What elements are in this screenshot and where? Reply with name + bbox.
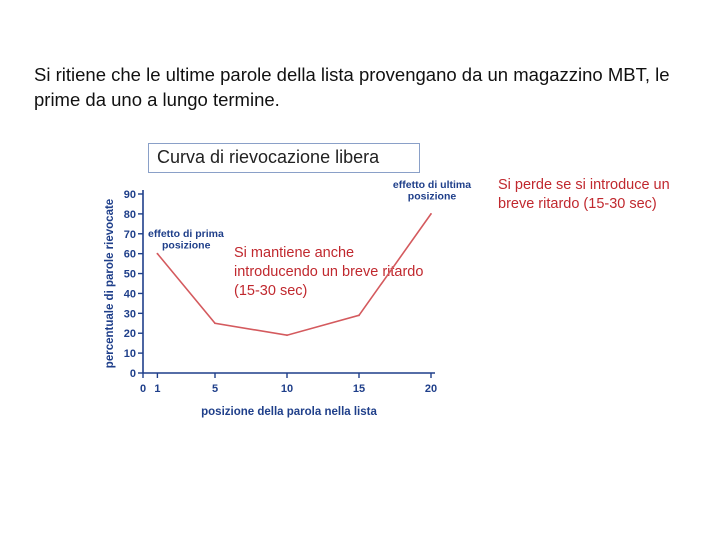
annotation-2-line-1: effetto di ultima — [392, 179, 472, 191]
x-tick-label-1: 1 — [154, 383, 161, 395]
y-tick-label-50: 50 — [123, 268, 136, 281]
y-tick-label-80: 80 — [123, 208, 136, 221]
data-point-5 — [214, 322, 216, 324]
annotation-1-line-2: posizione — [162, 239, 211, 252]
y-tick-label-40: 40 — [123, 288, 136, 301]
y-tick-label-30: 30 — [123, 308, 136, 321]
chart-title: Curva di rievocazione libera — [148, 143, 420, 173]
note-right: Si perde se si introduce un breve ritardo (15-30 sec) — [498, 177, 670, 212]
slide-text-line-2: prime da uno a lungo termine. — [34, 89, 280, 110]
y-tick-label-10: 10 — [123, 348, 136, 361]
x-tick-label-20: 20 — [424, 383, 438, 395]
y-tick-label-20: 20 — [123, 328, 136, 341]
data-point-20 — [430, 213, 432, 215]
y-tick-label-90: 90 — [123, 189, 136, 201]
annotation-2-line-2: posizione — [407, 190, 457, 203]
y-tick-label-60: 60 — [123, 248, 136, 261]
data-point-15 — [358, 314, 360, 316]
annotations — [148, 179, 471, 252]
x-tick-label-5: 5 — [211, 383, 219, 395]
x-tick-label-10: 10 — [280, 383, 294, 395]
y-ticks — [124, 189, 143, 380]
y-tick-label-70: 70 — [123, 228, 136, 241]
slide-text-line-1: Si ritiene che le ultime parole della lista provengano da un magazzino MBT, le — [34, 64, 670, 85]
data-point-1 — [157, 253, 159, 255]
data-point-10 — [286, 334, 288, 336]
x-ticks — [140, 373, 437, 395]
x-tick-label-0: 0 — [139, 383, 147, 395]
annotation-1-line-1: effetto di prima — [148, 228, 224, 240]
x-axis-label: posizione della parola nella lista — [201, 406, 377, 418]
y-tick-label-0: 0 — [129, 368, 136, 380]
note-middle: Si mantiene anche introducendo un breve ritardo (15-30 sec) — [234, 245, 424, 299]
x-tick-label-15: 15 — [352, 383, 366, 395]
y-axis-label: percentuale di parole rievocate — [104, 198, 116, 369]
